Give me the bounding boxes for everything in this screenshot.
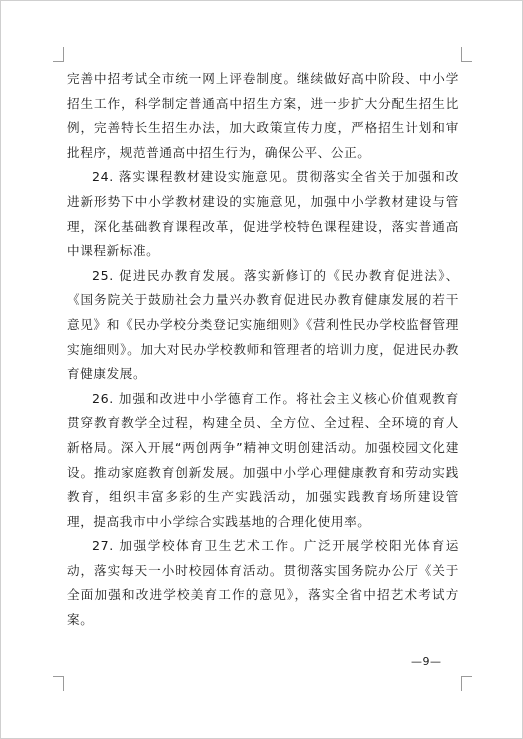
crop-mark-bottom-right xyxy=(461,676,472,691)
crop-mark-top-right xyxy=(461,47,472,62)
paragraph-item-25: 25. 促进民办教育发展。落实新修订的《民办教育促进法》、《国务院关于鼓励社会力量兴办教育促进民办教育健康发展的若干意见》和《民办学校分类登记实施细则》《营利性民办学校监督管理实施细则》。加大对民办学校教师和管理者的培训力度，促进民办教育健康发展。 xyxy=(67,267,459,382)
paragraph-item-27: 27. 加强学校体育卫生艺术工作。广泛开展学校阳光体育运动，落实每天一小时校园体育活动。贯彻落实国务院办公厅《关于全面加强和改进学校美育工作的意见》，落实全省中招艺术考试方案。 xyxy=(67,538,459,628)
crop-mark-bottom-left xyxy=(53,676,64,691)
paragraph-continuation: 完善中招考试全市统一网上评卷制度。继续做好高中阶段、中小学招生工作，科学制定普通高中招生方案，进一步扩大分配生招生比例，完善特长生招生办法，加大政策宣传力度，严格招生计划和审批程序，规范普通高中招生行为，确保公平、公正。 xyxy=(67,71,459,160)
crop-mark-top-left xyxy=(53,47,64,62)
paragraph-item-26: 26. 加强和改进中小学德育工作。将社会主义核心价值观教育贯穿教育教学全过程，构建全员、全方位、全过程、全环境的育人新格局。深入开展“两创两争”精神文明创建活动。加强校园文化建设。推动家庭教育创新发展。加强中小学心理健康教育和劳动实践教育，组织丰富多彩的生产实践活动，加强实践教育场所建设管理，提高我市中小学综合实践基地的合理化使用率。 xyxy=(67,390,459,529)
page-number: —9— xyxy=(411,655,442,668)
body-text xyxy=(67,67,459,633)
paragraph-item-24: 24. 落实课程教材建设实施意见。贯彻落实全省关于加强和改进新形势下中小学教材建设的实施意见，加强中小学教材建设与管理，深化基础教育课程改革，促进学校特色课程建设，落实普通高中课程新标准。 xyxy=(67,169,459,259)
